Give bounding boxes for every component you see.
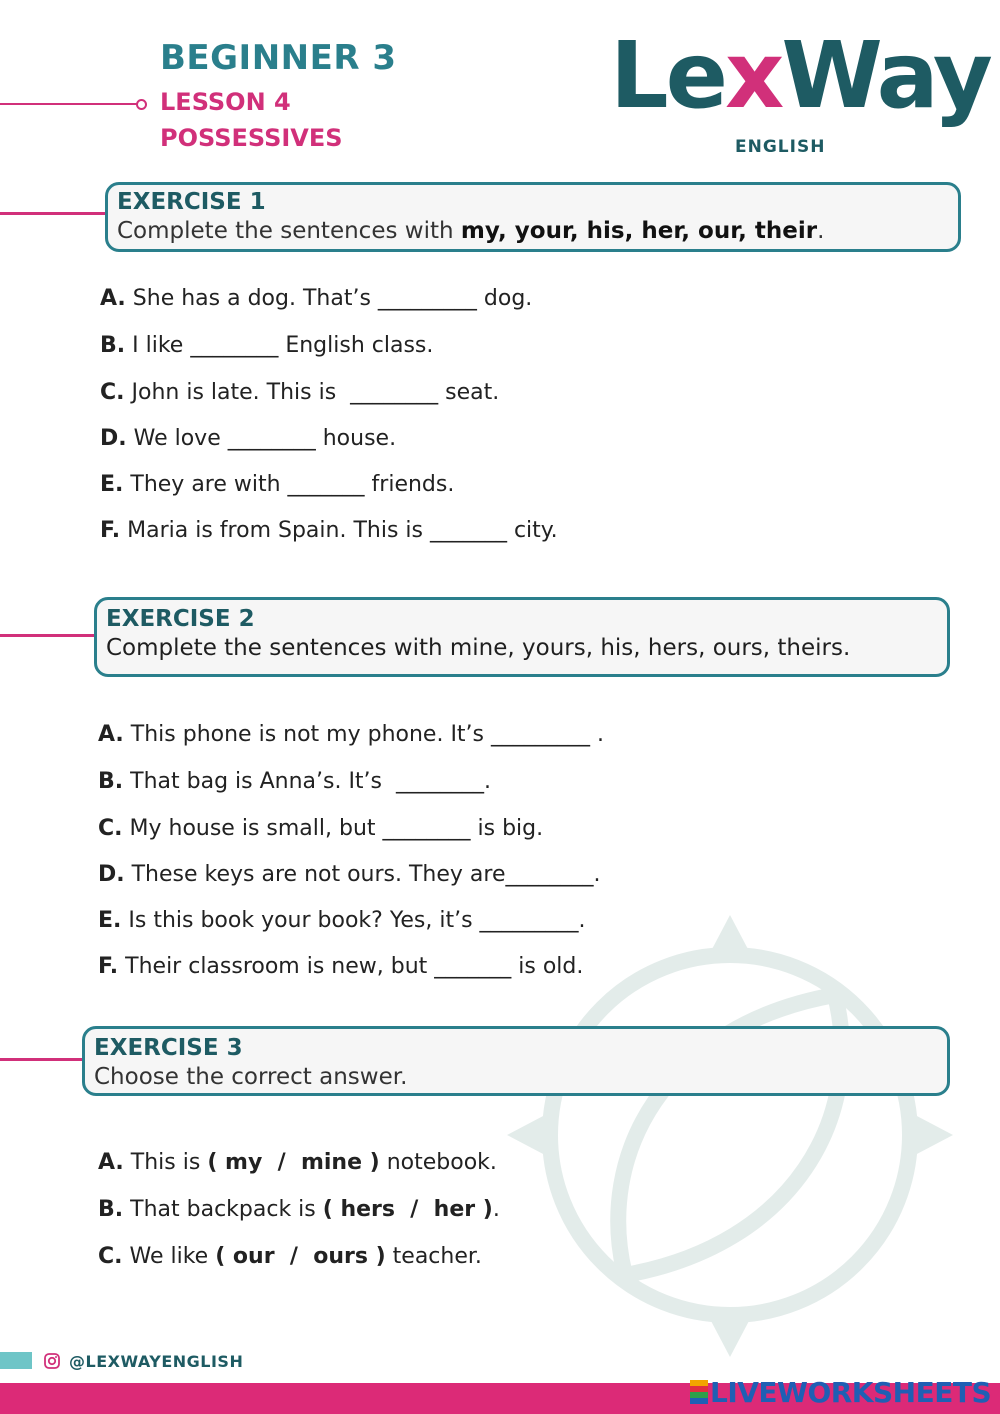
exercise3-item-c: C. We like ( our / ours ) teacher. bbox=[98, 1244, 482, 1269]
liveworksheets-logo[interactable]: LIVEWORKSHEETS bbox=[690, 1376, 991, 1409]
instagram-handle[interactable]: @LEXWAYENGLISH bbox=[69, 1352, 244, 1371]
exercise1-header-box bbox=[105, 182, 961, 252]
exercise2-title: EXERCISE 2 bbox=[106, 606, 255, 632]
exercise3-choice-a[interactable]: ( my / mine ) bbox=[207, 1150, 380, 1175]
footer-teal-block bbox=[0, 1352, 32, 1369]
exercise2-item-e[interactable]: E. Is this book your book? Yes, it’s _________. bbox=[98, 908, 586, 933]
exercise2-item-c[interactable]: C. My house is small, but ________ is big. bbox=[98, 816, 544, 841]
logo-subtitle: ENGLISH bbox=[735, 137, 826, 157]
exercise2-item-a[interactable]: A. This phone is not my phone. It’s _________ . bbox=[98, 722, 604, 747]
exercise1-instruction: Complete the sentences with my, your, his, her, our, their. bbox=[117, 218, 825, 244]
logo-wordmark: LexWay bbox=[610, 22, 990, 129]
exercise3-header-box bbox=[82, 1026, 950, 1096]
lesson-number: LESSON 4 bbox=[160, 88, 291, 116]
course-level: BEGINNER 3 bbox=[160, 38, 397, 78]
exercise3-item-b: B. That backpack is ( hers / her ). bbox=[98, 1197, 500, 1222]
exercise3-choice-b[interactable]: ( hers / her ) bbox=[322, 1197, 493, 1222]
exercise1-accent-line bbox=[0, 212, 110, 215]
exercise2-header-box bbox=[94, 597, 950, 677]
header-accent-line bbox=[0, 103, 138, 105]
exercise3-item-a: A. This is ( my / mine ) notebook. bbox=[98, 1150, 497, 1175]
exercise1-item-f[interactable]: F. Maria is from Spain. This is _______ city. bbox=[100, 518, 558, 543]
exercise2-item-b[interactable]: B. That bag is Anna’s. It’s ________. bbox=[98, 769, 491, 794]
exercise2-instruction: Complete the sentences with mine, yours, his, hers, ours, theirs. bbox=[106, 635, 851, 661]
exercise3-title: EXERCISE 3 bbox=[94, 1035, 243, 1061]
exercise1-item-e[interactable]: E. They are with _______ friends. bbox=[100, 472, 455, 497]
lesson-topic: POSSESSIVES bbox=[160, 124, 343, 152]
exercise1-item-b[interactable]: B. I like ________ English class. bbox=[100, 333, 434, 358]
lexway-logo bbox=[610, 22, 990, 160]
exercise2-item-f[interactable]: F. Their classroom is new, but _______ is old. bbox=[98, 954, 584, 979]
exercise3-accent-line bbox=[0, 1058, 90, 1061]
exercise3-instruction: Choose the correct answer. bbox=[94, 1064, 408, 1090]
exercise2-item-d[interactable]: D. These keys are not ours. They are________. bbox=[98, 862, 601, 887]
exercise1-item-c[interactable]: C. John is late. This is ________ seat. bbox=[100, 380, 500, 405]
exercise3-choice-c[interactable]: ( our / ours ) bbox=[215, 1244, 386, 1269]
instagram-icon bbox=[44, 1353, 60, 1369]
exercise1-item-a[interactable]: A. She has a dog. That’s _________ dog. bbox=[100, 286, 533, 311]
exercise2-accent-line bbox=[0, 634, 100, 637]
exercise1-item-d[interactable]: D. We love ________ house. bbox=[100, 426, 397, 451]
header-accent-dot bbox=[136, 99, 147, 110]
exercise1-title: EXERCISE 1 bbox=[117, 189, 266, 215]
